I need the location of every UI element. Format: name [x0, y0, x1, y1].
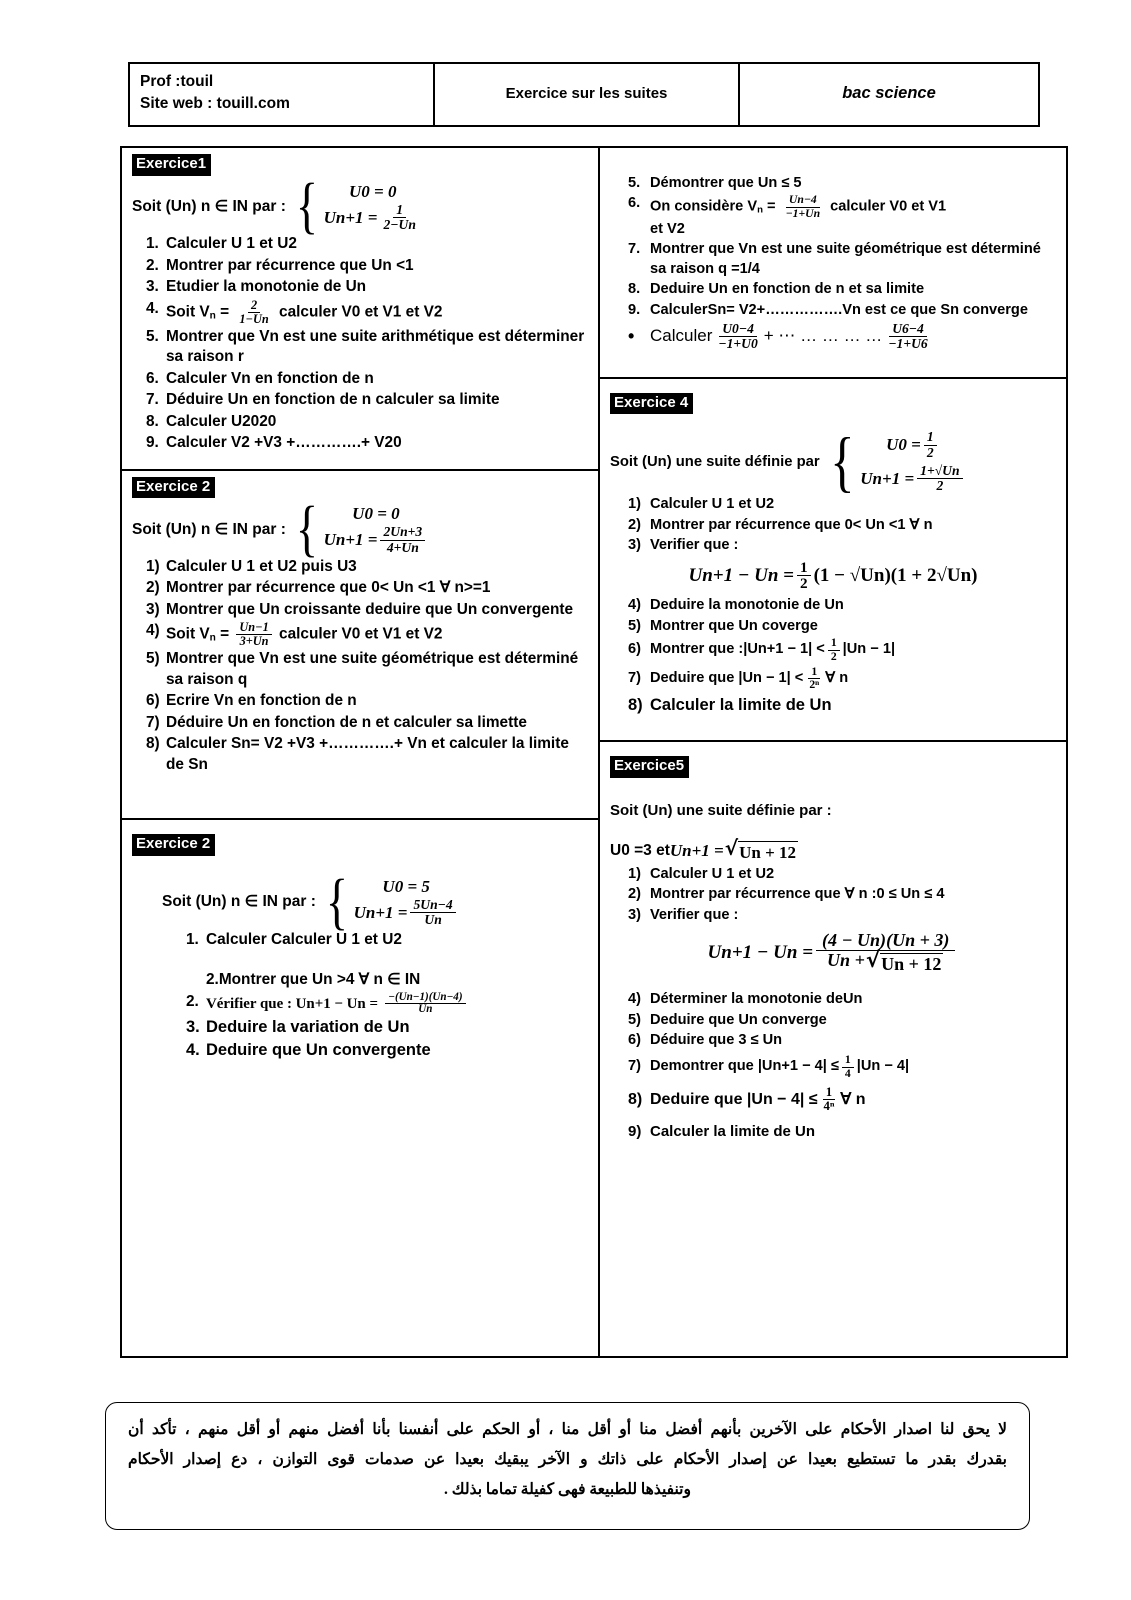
item-text-prefix: On considère V	[650, 199, 758, 216]
fraction-numerator: 1	[797, 560, 811, 577]
item-text-suffix: |Un − 1|	[842, 641, 896, 658]
exercise-2b-title: Exercice 2	[132, 834, 215, 856]
fraction-denominator: 2−Un	[383, 217, 416, 233]
list-item	[172, 970, 588, 990]
verify-equation-lhs: Vérifier que : Un+1 − Un =	[206, 995, 378, 1012]
equation-lhs: Un+1 − Un =	[688, 564, 794, 586]
item-text: Montrer que Un croissante deduire que Un convergente	[166, 600, 574, 618]
list-item	[610, 1122, 1056, 1142]
list-item	[610, 1086, 1056, 1114]
list-item	[132, 734, 588, 775]
item-text-suffix: calculer V0 et V1 et V2	[279, 303, 443, 321]
item-text: Calculer V2 +V3 +………….+ V20	[166, 434, 402, 452]
list-item	[172, 1040, 588, 1062]
list-item	[610, 301, 1056, 320]
exercise-4-equation-3	[610, 560, 1056, 593]
inline-fraction	[816, 931, 955, 974]
exercise-5-question-list-2	[610, 990, 1056, 1142]
inline-fraction	[797, 560, 811, 593]
item-text	[650, 637, 1056, 663]
fraction-numerator: 1+√Un	[917, 464, 962, 479]
exercise-4-system	[860, 430, 965, 493]
system-fraction	[917, 464, 962, 494]
radical-sign: √	[865, 948, 881, 974]
inline-fraction	[236, 621, 271, 648]
list-item	[132, 256, 588, 276]
item-text-line2: et V2	[650, 220, 685, 237]
exercise-4-intro-lead: Soit (Un) une suite définie par	[610, 453, 820, 470]
item-marker: 3.	[186, 1017, 200, 1036]
item-text: Deduire la monotonie de Un	[650, 597, 844, 614]
exercise-2b-system	[354, 876, 459, 928]
item-marker: 5)	[628, 617, 641, 634]
exercise-1-intro-lead: Soit (Un) n ∈ IN par :	[132, 198, 286, 216]
inline-fraction	[842, 1054, 854, 1080]
item-marker: 6.	[628, 195, 641, 212]
item-marker: 7)	[628, 1058, 641, 1075]
fraction-denominator: 4	[844, 1066, 851, 1080]
system-lhs: Un+1 =	[323, 530, 378, 550]
list-item	[610, 596, 1056, 615]
exercise-2a-intro-lead: Soit (Un) n ∈ IN par :	[132, 520, 286, 538]
item-marker: 6.	[146, 369, 159, 387]
item-marker: 3)	[146, 600, 160, 618]
fraction-denominator: Un	[418, 1003, 433, 1016]
item-text: Deduire la variation de Un	[206, 1017, 410, 1036]
item-text-suffix: ∀ n	[840, 1091, 866, 1109]
fraction-denominator: −1+U6	[888, 336, 928, 352]
footer-quote-box	[105, 1402, 1030, 1530]
list-item	[610, 1011, 1056, 1030]
item-marker: 7)	[628, 669, 641, 686]
list-item	[610, 666, 1056, 692]
square-root-icon	[865, 948, 944, 975]
item-marker: 5)	[628, 1011, 641, 1028]
fraction-numerator: Un−4	[786, 194, 820, 207]
quote-line-1: لا يحق لنا اصدار الأحكام على الآخرين بأنهم أفضل منا أو أقل منا ، أو الحكم على أنفسنا بأنا أفضل منهم أو أقل منهم ، تأكد أن	[128, 1421, 1007, 1438]
list-item	[610, 885, 1056, 904]
item-marker: 6)	[628, 641, 641, 658]
exercise-5-equation-3	[610, 931, 1056, 974]
item-marker: 4)	[628, 597, 641, 614]
list-item	[610, 322, 1056, 352]
item-text: Montrer par récurrence que 0< Un <1 ∀ n	[650, 516, 933, 533]
exercise-5-title: Exercice5	[610, 756, 689, 778]
system-lhs: Un+1 =	[323, 207, 378, 227]
item-marker: 9.	[628, 301, 641, 318]
item-text: Calculer U 1 et U2 puis U3	[166, 557, 357, 575]
list-item	[132, 557, 588, 577]
system-lhs: Un+1 =	[353, 902, 408, 922]
exercise-4-definition	[610, 423, 1056, 500]
item-text: Verifier que :	[650, 906, 739, 923]
exercise-2b-block	[122, 818, 598, 1071]
item-text	[206, 992, 588, 1016]
item-marker: 5.	[146, 327, 159, 345]
header-cell-level	[740, 64, 1038, 125]
exercise-4-system-line2	[860, 464, 965, 494]
exercise-2a-system-line1: U0 = 0	[352, 504, 400, 524]
fraction-denominator: 2	[830, 649, 837, 663]
item-marker: 7)	[146, 713, 160, 731]
left-column	[122, 148, 600, 1356]
item-text-prefix: Montrer que :|Un+1 − 1| <	[650, 641, 825, 658]
item-marker: 4.	[186, 1040, 200, 1059]
exercise-2b-system-line2	[354, 898, 459, 928]
fraction-numerator: 1	[828, 637, 840, 650]
item-marker: 6)	[146, 692, 160, 710]
item-marker: 1.	[186, 930, 199, 948]
item-text: Calculer U2020	[166, 412, 277, 430]
exercise-4-question-list-2	[610, 596, 1056, 717]
list-item	[132, 299, 588, 326]
item-marker: 7.	[628, 241, 641, 258]
system-fraction	[380, 525, 425, 555]
system-brace: {	[325, 867, 348, 936]
item-text: CalculerSn= V2+…………….Vn est ce que Sn converge	[650, 301, 1028, 318]
denominator-prefix: Un +	[827, 950, 865, 971]
item-text: Verifier que :	[650, 537, 739, 554]
exercise-2a-question-list	[132, 557, 588, 775]
list-item	[610, 990, 1056, 1009]
fraction-numerator: Un−1	[236, 621, 271, 635]
exercise-1-question-list	[132, 234, 588, 453]
fraction-numerator: 5Un−4	[410, 898, 455, 913]
item-text-suffix: calculer V0 et V1	[830, 199, 947, 216]
system-brace: {	[295, 172, 318, 241]
list-item	[132, 433, 588, 453]
fraction-numerator: 2	[248, 299, 260, 313]
system-lhs: U0 =	[886, 434, 921, 454]
exercise-1-block	[122, 148, 598, 463]
item-text: Calculer la limite de Un	[650, 696, 832, 715]
item-marker: 3.	[146, 278, 159, 296]
item-text-prefix: Deduire que |Un − 4| ≤	[650, 1091, 818, 1109]
fraction-denominator	[821, 948, 950, 975]
item-text: Montrer que Vn est une suite géométrique est déterminé sa raison q	[166, 650, 579, 688]
exercise-5-definition	[610, 836, 1056, 863]
header-subject-title: Exercice sur les suites	[505, 84, 668, 102]
quote-line-3: وتنفيذها للطبيعة فهى كفيلة تماما بذلك .	[444, 1481, 691, 1499]
item-marker: 1)	[628, 496, 641, 513]
item-marker: 5)	[146, 650, 160, 668]
item-marker: 2)	[146, 579, 160, 597]
equation-lhs: Un+1 − Un =	[707, 941, 814, 963]
exercise-5-intro: Soit (Un) une suite définie par :	[610, 802, 832, 819]
item-marker: 9)	[628, 1122, 642, 1140]
inline-fraction	[385, 992, 465, 1016]
item-marker: 8.	[628, 281, 641, 298]
list-item	[610, 617, 1056, 636]
exercise-4-title: Exercice 4	[610, 393, 693, 415]
list-item	[132, 234, 588, 254]
list-item	[132, 600, 588, 620]
exercise-1-system-line1: U0 = 0	[349, 181, 397, 201]
item-marker: 6)	[628, 1031, 641, 1048]
item-marker: 2.	[146, 256, 159, 274]
item-text: Montrer par récurrence que ∀ n :0 ≤ Un ≤ 4	[650, 886, 945, 903]
document-header	[128, 62, 1040, 127]
list-item	[132, 327, 588, 368]
item-text: Deduire Un en fonction de n et sa limite	[650, 281, 925, 298]
list-item	[132, 649, 588, 690]
fraction-numerator: 1	[393, 203, 406, 218]
item-marker: 5.	[628, 175, 641, 191]
inline-fraction	[806, 666, 822, 692]
item-marker: 8)	[628, 1091, 643, 1109]
square-root-icon	[724, 836, 798, 863]
header-website: Site web : touill.com	[140, 95, 290, 113]
list-item	[610, 1031, 1056, 1050]
fraction-numerator: 1	[823, 1086, 835, 1100]
exercise-3-bullet-list	[610, 322, 1056, 352]
exercise-3-continuation-block	[600, 148, 1066, 361]
right-column	[600, 148, 1066, 1356]
item-text: Démontrer que Un ≤ 5	[650, 175, 802, 191]
list-item	[610, 1054, 1056, 1080]
bullet-text-prefix: Calculer	[650, 326, 713, 346]
item-text: 2.Montrer que Un >4 ∀ n ∈ IN	[206, 971, 421, 989]
item-marker: 3)	[628, 537, 641, 554]
exercise-2a-system-line2	[324, 525, 429, 555]
fraction-denominator: 2	[800, 575, 808, 593]
quote-line-2: بقدرك بقدر ما تستطيع بعيدا عن إصدار الأحكام على ذاتك و الآخر يبقيك بعيدا عن صدمات قوى التوازن ، دع إصدار الأحكام	[128, 1451, 1007, 1469]
item-text-prefix: Demontrer que |Un+1 − 4| ≤	[650, 1058, 839, 1075]
bullet-icon: •	[628, 325, 635, 346]
list-item	[132, 390, 588, 410]
exercise-2a-system	[324, 503, 429, 555]
list-item	[610, 695, 1056, 717]
fraction-denominator: 2ⁿ	[809, 678, 820, 692]
item-text: Déduire Un en fonction de n et calculer sa limette	[166, 713, 527, 731]
item-marker: 3)	[628, 906, 641, 923]
list-item	[132, 277, 588, 297]
list-item	[172, 992, 588, 1016]
fraction-numerator: (4 − Un)(Un + 3)	[816, 931, 955, 951]
fraction-numerator: 2Un+3	[380, 525, 425, 540]
subscript-n: n	[209, 310, 216, 322]
inline-fraction	[783, 194, 823, 220]
radicand: Un + 12	[881, 954, 942, 975]
fraction-denominator: Un	[424, 912, 442, 928]
system-brace: {	[295, 494, 318, 563]
equals-sign: =	[215, 303, 234, 321]
item-text	[650, 1054, 1056, 1080]
list-item	[610, 174, 1056, 193]
exercise-4-question-list	[610, 495, 1056, 555]
bullet-text-middle: + ⋯ … … … …	[763, 326, 883, 346]
item-marker: 7.	[146, 391, 159, 409]
fraction-denominator: 1−Un	[239, 311, 269, 326]
inline-fraction	[236, 299, 271, 326]
fraction-denominator: −1+Un	[785, 206, 821, 220]
item-text-suffix: ∀ n	[825, 669, 849, 686]
item-text: Déterminer la monotonie deUn	[650, 991, 863, 1008]
fraction-denominator: 2	[936, 478, 944, 494]
inline-fraction	[821, 1086, 838, 1114]
item-text: Ecrire Vn en fonction de n	[166, 692, 357, 710]
item-text: Calculer la limite de Un	[650, 1122, 816, 1140]
subscript-n: n	[757, 205, 763, 217]
item-marker: 2)	[628, 516, 641, 533]
exercise-1-definition	[132, 172, 588, 241]
item-text: Montrer par récurrence que Un <1	[166, 256, 414, 274]
exercise-2b-question-list	[132, 930, 588, 1062]
item-text: Etudier la monotonie de Un	[166, 278, 367, 296]
header-cell-teacher	[130, 64, 435, 125]
item-text	[650, 666, 1056, 692]
header-cell-subject	[435, 64, 740, 125]
list-item	[132, 621, 588, 648]
item-text: Montrer par récurrence que 0< Un <1 ∀ n>=1	[166, 579, 491, 597]
item-marker: 4)	[146, 622, 160, 640]
fraction-denominator: −1+U0	[718, 336, 758, 352]
exercise-2b-definition	[132, 867, 588, 936]
fraction-numerator: −(Un−1)(Un−4)	[385, 992, 465, 1005]
item-marker: 8)	[628, 696, 643, 715]
item-text: Montrer que Un coverge	[650, 617, 818, 634]
fraction-numerator: 1	[924, 430, 937, 445]
list-item	[610, 865, 1056, 884]
item-text: Calculer U 1 et U2	[166, 235, 297, 253]
exercise-2b-system-line1: U0 = 5	[382, 876, 430, 896]
exercises-table	[120, 146, 1068, 1358]
item-marker: 2)	[628, 886, 641, 903]
list-item	[610, 194, 1056, 239]
exercise-4-block	[600, 377, 1066, 727]
list-item	[132, 691, 588, 711]
list-item	[610, 536, 1056, 555]
item-text	[650, 1086, 1056, 1114]
radical-sign: √	[724, 836, 739, 860]
list-item	[132, 412, 588, 432]
item-text: Montrer que Vn est une suite arithmétique est déterminer sa raison r	[166, 327, 585, 366]
fraction-numerator: 1	[842, 1054, 854, 1067]
fraction-denominator: 3+Un	[239, 634, 269, 649]
definition-prefix: U0 =3 et	[610, 842, 670, 859]
item-text: Calculer U 1 et U2	[650, 866, 775, 882]
item-marker: 2.	[186, 992, 199, 1010]
exercise-5-block	[600, 740, 1066, 1150]
fraction-numerator: 1	[808, 666, 820, 679]
item-text: Calculer Sn= V2 +V3 +………….+ Vn et calculer la limite de Sn	[166, 735, 569, 773]
exercise-2a-block	[122, 469, 598, 785]
system-fraction	[410, 898, 455, 928]
item-text	[166, 299, 588, 326]
item-text-suffix: |Un − 4|	[856, 1058, 910, 1075]
item-text-prefix: Deduire que |Un − 1| <	[650, 669, 804, 686]
item-text: Deduire que Un converge	[650, 1011, 827, 1028]
list-item	[610, 637, 1056, 663]
system-brace: {	[829, 423, 855, 500]
exercise-2a-definition	[132, 494, 588, 563]
list-item	[610, 516, 1056, 535]
list-item	[132, 578, 588, 598]
exercise-1-system-line2	[324, 203, 422, 233]
item-text: Calculer U 1 et U2	[650, 496, 775, 513]
list-item	[172, 930, 588, 950]
item-text: Deduire que Un convergente	[206, 1040, 431, 1059]
item-marker: 4)	[628, 991, 641, 1008]
list-item	[132, 369, 588, 389]
exercise-4-system-line1	[860, 430, 965, 460]
item-text	[650, 322, 1056, 352]
item-text: On considère $V_n$ = $\frac{Un-4}{-1+Un}$ calculer V0 et V1 et V2	[650, 193, 947, 237]
exercise-1-system	[324, 181, 422, 233]
item-text: Soit $V_n$ = $\frac{Un-1}{3+Un}$ calculer V0 et V1 et V2	[166, 620, 443, 649]
system-fraction	[924, 430, 937, 460]
item-text: Déduire que 3 ≤ Un	[650, 1031, 783, 1048]
item-text-suffix: calculer V0 et V1 et V2	[279, 625, 443, 643]
subscript-n: n	[209, 633, 216, 645]
item-text-prefix: Soit V	[166, 625, 210, 643]
inline-fraction-1	[715, 322, 760, 352]
item-marker: 4.	[146, 299, 159, 317]
inline-fraction	[828, 637, 840, 663]
item-text: Montrer que Vn est une suite géométrique est déterminé sa raison q =1/4	[650, 241, 1041, 277]
item-text: Déduire Un en fonction de n calculer sa limite	[166, 391, 500, 409]
system-fraction	[380, 203, 418, 233]
inline-fraction-2	[885, 322, 930, 352]
exercise-2a-title: Exercice 2	[132, 477, 215, 499]
item-marker: 8.	[146, 412, 159, 430]
fraction-denominator: 4+Un	[386, 539, 419, 555]
equation-rhs: (1 − √Un)(1 + 2√Un)	[813, 564, 978, 586]
item-text-prefix: Soit V	[166, 303, 210, 321]
system-lhs: Un+1 =	[860, 468, 915, 488]
item-text: Calculer Vn en fonction de n	[166, 369, 374, 387]
list-item	[610, 906, 1056, 925]
exercise-5-question-list	[610, 865, 1056, 925]
item-marker: 1.	[146, 235, 159, 253]
definition-lhs: Un+1 =	[669, 841, 724, 860]
fraction-numerator: U0−4	[719, 322, 757, 337]
header-level-label: bac science	[842, 83, 936, 102]
item-marker: 1)	[146, 557, 160, 575]
exercise-1-title: Exercice1	[132, 154, 211, 176]
item-text: Calculer Calculer U 1 et U2	[206, 930, 402, 948]
item-marker: 9.	[146, 434, 159, 452]
list-item	[610, 240, 1056, 279]
list-item	[132, 713, 588, 733]
header-prof-name: Prof :touil	[140, 73, 214, 90]
fraction-numerator: U6−4	[889, 322, 927, 337]
fraction-denominator: 4ⁿ	[823, 1099, 835, 1114]
list-item	[610, 280, 1056, 299]
item-marker: 8)	[146, 735, 160, 753]
exercise-2b-intro-lead: Soit (Un) n ∈ IN par :	[162, 893, 316, 911]
list-item	[172, 1017, 588, 1039]
radicand: Un + 12	[739, 843, 797, 862]
exercise-3-question-list	[610, 174, 1056, 320]
item-marker: 1)	[628, 866, 641, 882]
fraction-denominator: 2	[926, 444, 934, 460]
